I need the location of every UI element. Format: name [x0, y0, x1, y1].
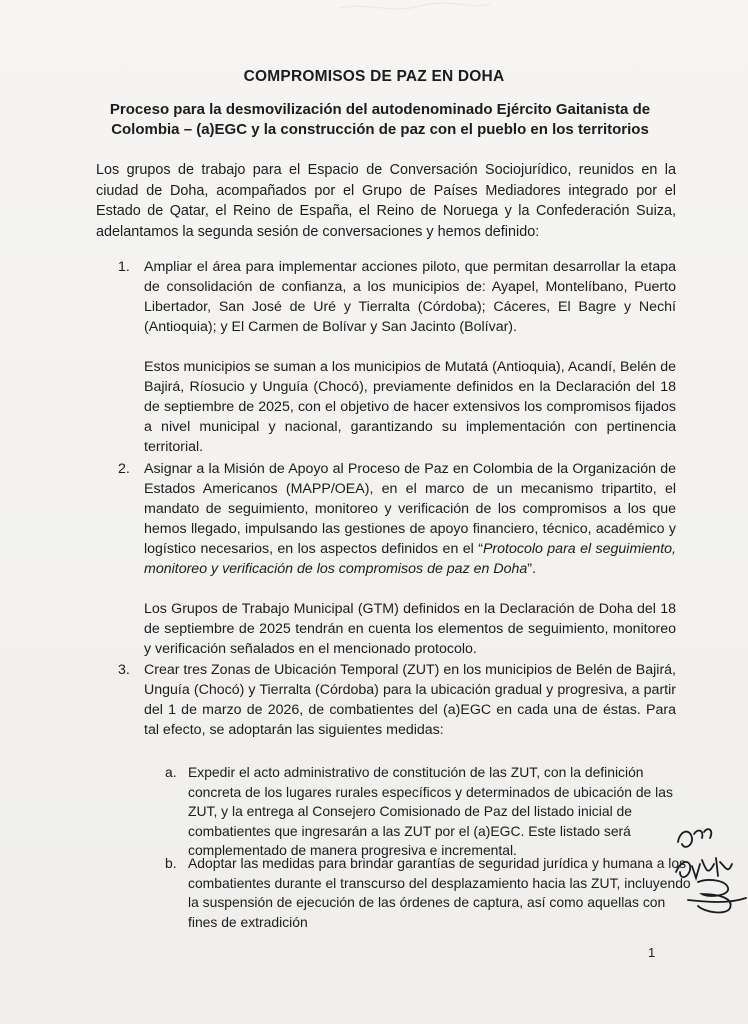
sub-item-text: Adoptar las medidas para brindar garantías de seguridad jurídica y humana a los combatientes durante el transcurso del desplazamiento hacia las ZUT, incluyendo la suspensión de ejecución de las órdenes de captura, así como aquellas con fines de extradición [188, 855, 691, 930]
item-number: 1. [118, 259, 130, 275]
sub-item-letter: a. [165, 764, 177, 780]
item-1-paragraph-1: Ampliar el área para implementar acciones piloto, que permitan desarrollar la etapa de consolidación de confianza, a los municipios de: Ayapel, Montelíbano, Puerto Libertador, San José de Uré y Tierralta (Córdoba); Cáceres, El Bagre y Nechí (Antioquia); y El Carmen de Bolívar y San Jacinto (Bolívar). [144, 259, 676, 335]
sub-item-text: Expedir el acto administrativo de constitución de las ZUT, con la definición concreta de los lugares rurales específicos y determinados de ubicación de las ZUT, y la entrega al Consejero Comisionado de Paz del listado inicial de combatientes que ingresarán a las ZUT por el (a)EGC. Este listado será complementado de manera progresiva e incremental. [188, 764, 673, 858]
protocol-title: Protocolo para el seguimiento, monitoreo y verificación de los compromisos de paz en Doha [144, 541, 676, 577]
item-3-paragraph-1: Crear tres Zonas de Ubicación Temporal (ZUT) en los municipios de Belén de Bajirá, Unguía (Chocó) y Tierralta (Córdoba) para la ubicación gradual y progresiva, a partir del 1 de marzo de 2026, de combatientes del (a)EGC en cada una de éstas. Para tal efecto, se adoptarán las siguientes medidas: [144, 662, 677, 738]
item-2-paragraph-1 [144, 459, 676, 579]
document-subtitle: Proceso para la desmovilización del autodenominado Ejército Gaitanista de Colombia – (a)EGC y la construcción de paz con el pueblo en los territorios [109, 101, 651, 138]
intro-paragraph: Los grupos de trabajo para el Espacio de Conversación Sociojurídico, reunidos en la ciudad de Doha, acompañados por el Grupo de Países Mediadores integrado por el Estado de Qatar, el Reino de España, el Reino de Noruega y la Confederación Suiza, adelantamos la segunda sesión de conversaciones y hemos definido: [96, 162, 676, 240]
handwritten-signature [668, 820, 748, 920]
page-number: 1 [648, 945, 656, 960]
sub-item-letter: b. [165, 855, 177, 871]
item-body [144, 257, 676, 457]
item-2-text: Asignar a la Misión de Apoyo al Proceso de Paz en Colombia de la Organización de Estados Americanos (MAPP/OEA), en el marco de un mecanismo tripartito, el mandato de seguimiento, monitoreo y verificación de los compromisos a los que hemos llegado, impulsando las gestiones de apoyo financiero, técnico, académico y logístico necesarios, en los aspectos definidos en el “ [144, 461, 676, 557]
list-item-3 [118, 660, 676, 740]
item-1-paragraph-2: Estos municipios se suman a los municipios de Mutatá (Antioquia), Acandí, Belén de Bajirá, Ríosucio y Unguía (Chocó), previamente definidos en la Declaración del 18 de septiembre de 2025, con el objetivo de hacer extensivos los compromisos fijados a nivel municipal y nacional, garantizando su implementación con pertinencia territorial. [144, 359, 676, 455]
document-title: COMPROMISOS DE PAZ EN DOHA [243, 68, 505, 85]
faint-bleed-mark [300, 0, 500, 20]
list-item-1 [118, 257, 676, 457]
sub-item-a [165, 763, 693, 861]
sub-item-b [165, 854, 693, 932]
item-2-paragraph-2: Los Grupos de Trabajo Municipal (GTM) definidos en la Declaración de Doha del 18 de septiembre de 2025 tendrán en cuenta los elementos de seguimiento, monitoreo y verificación señalados en el mencionado protocolo. [144, 601, 676, 657]
list-item-2 [118, 459, 676, 659]
item-number: 2. [118, 461, 130, 477]
item-body [144, 459, 676, 659]
item-body [144, 660, 676, 740]
item-2-text-end: ”. [527, 561, 536, 577]
item-number: 3. [118, 662, 130, 678]
